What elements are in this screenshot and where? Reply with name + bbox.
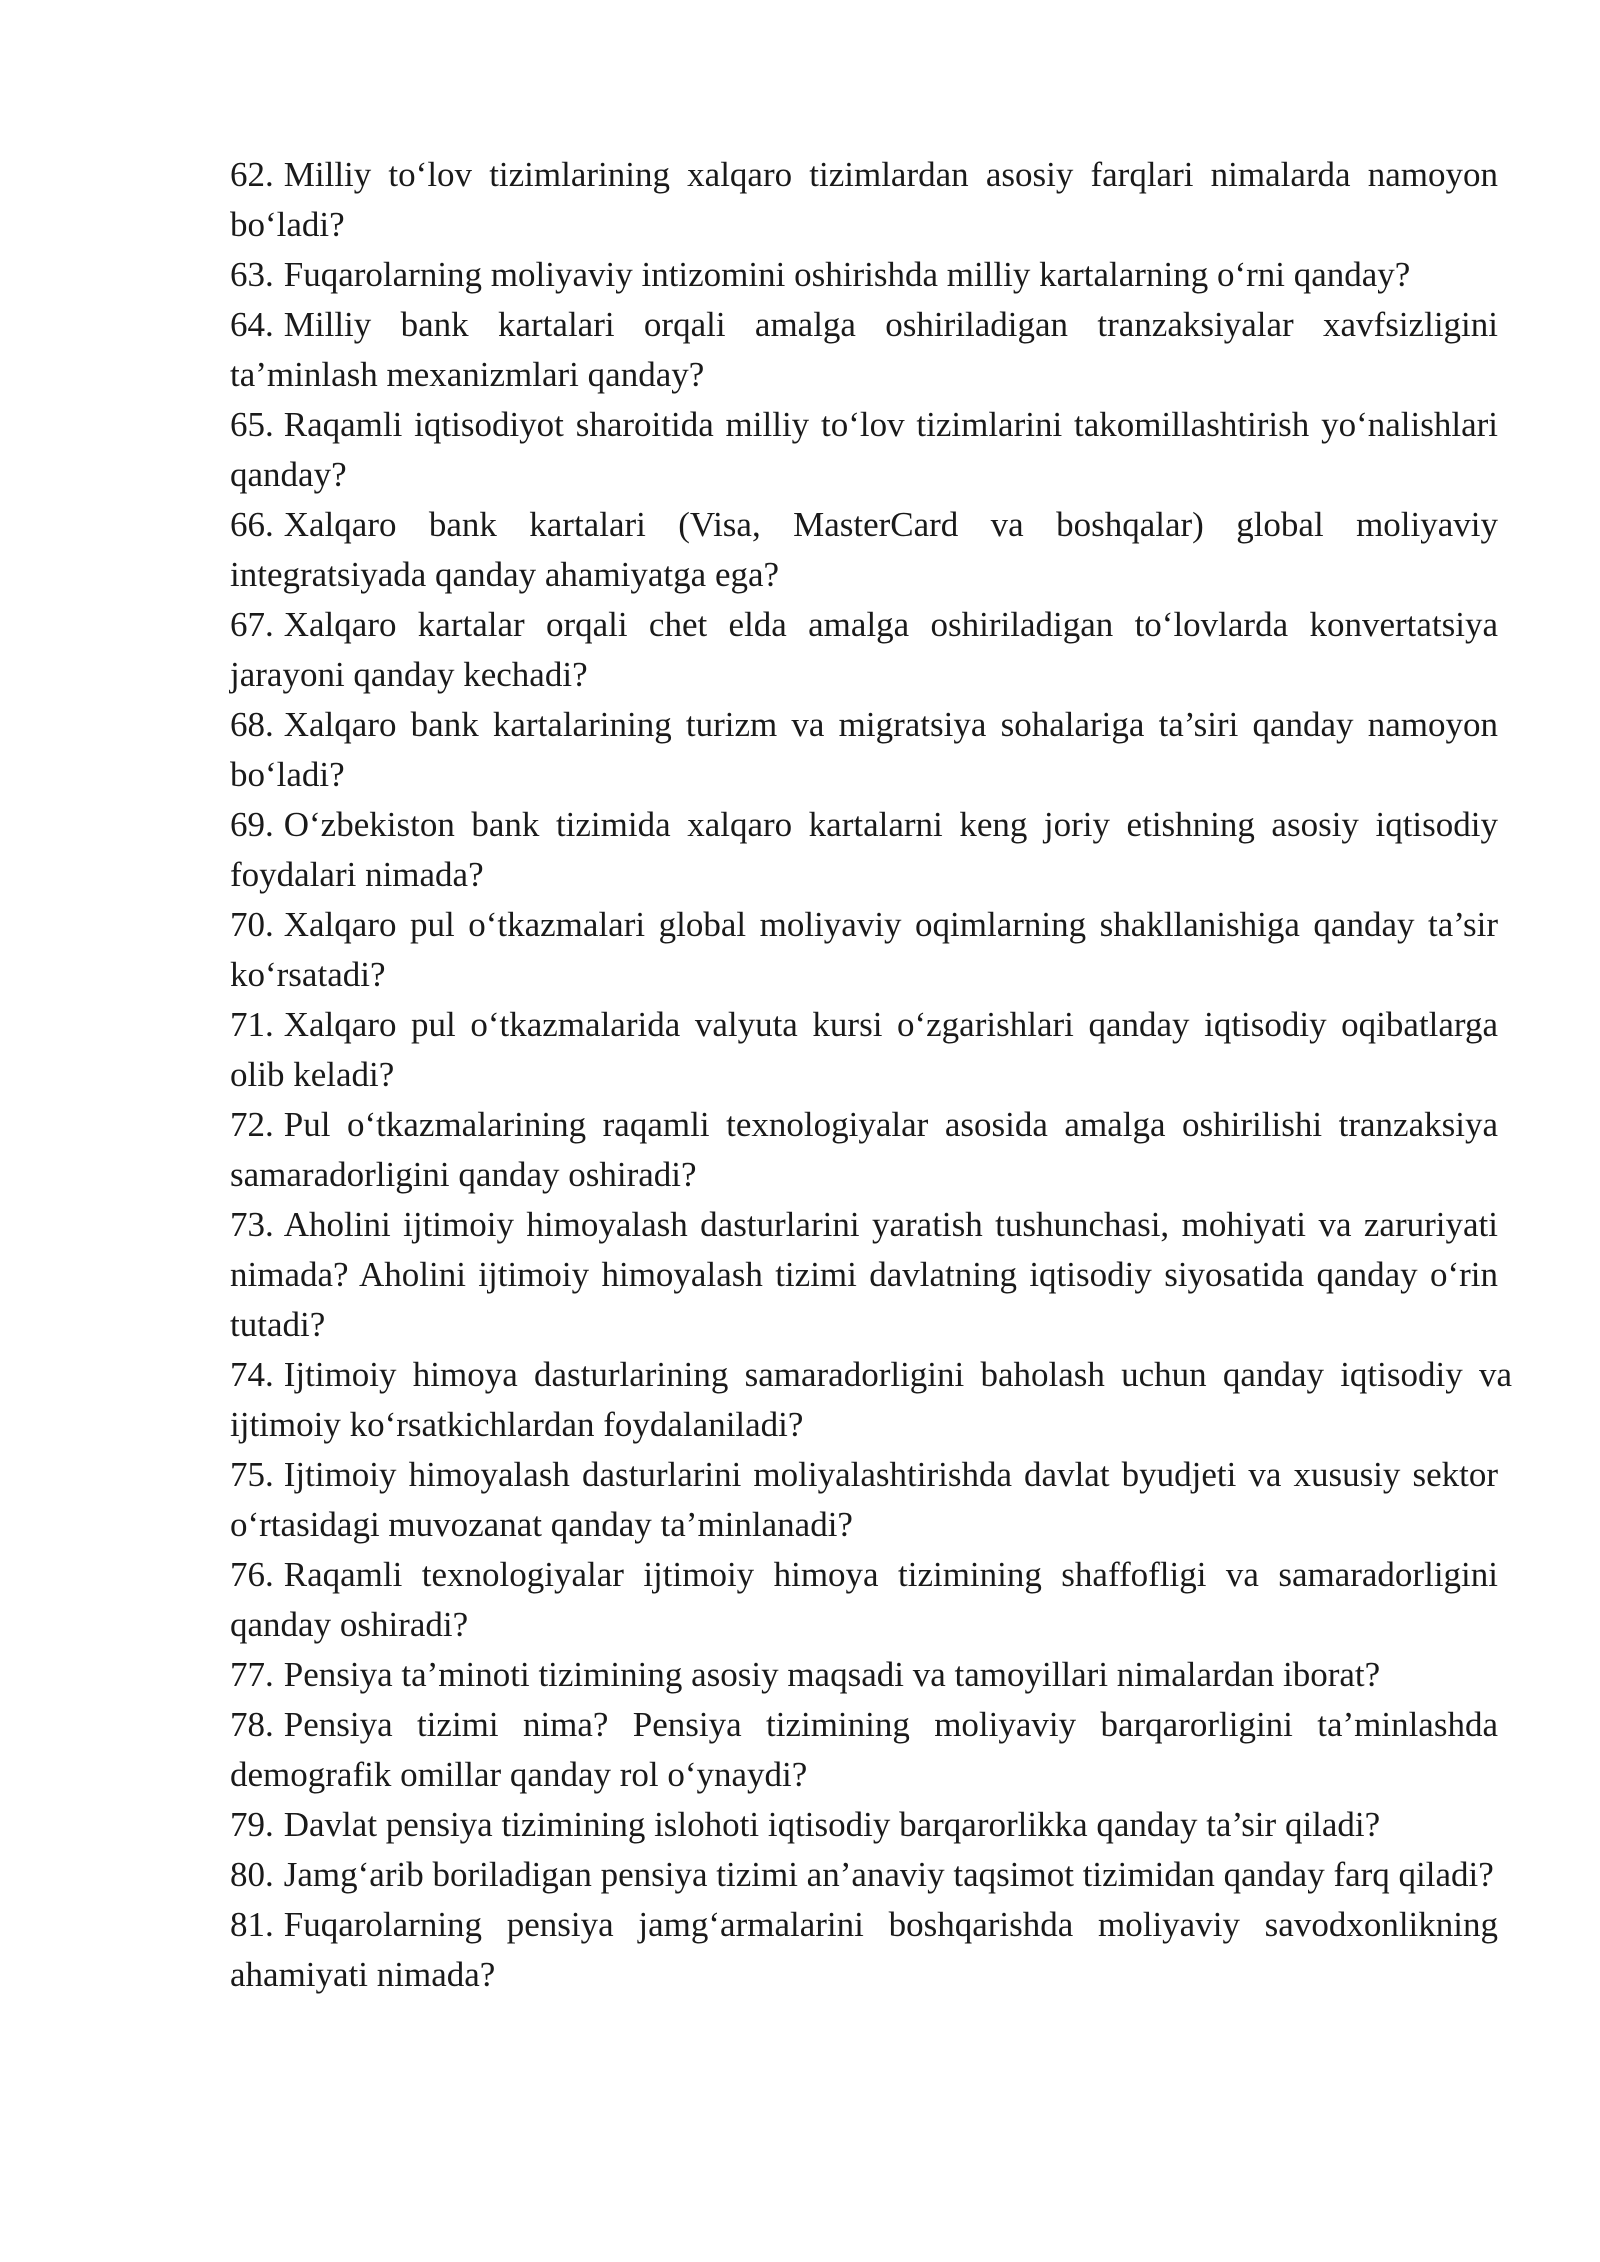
question-number: 67. <box>230 605 274 644</box>
question-number: 69. <box>230 805 274 844</box>
question-70 <box>230 900 1498 1000</box>
question-68 <box>230 700 1498 800</box>
question-number: 73. <box>230 1205 274 1244</box>
question-text: Xalqaro pul o‘tkazmalarida valyuta kursi o‘zgarishlari qanday iqtisodiy oqibatlarga olib keladi? <box>230 1005 1498 1094</box>
question-number: 64. <box>230 305 274 344</box>
question-text: Xalqaro pul o‘tkazmalari global moliyaviy oqimlarning shakllanishiga qanday ta’sir ko‘rsatadi? <box>230 905 1498 994</box>
question-text: Milliy bank kartalari orqali amalga oshiriladigan tranzaksiyalar xavfsizligini ta’minlash mexanizmlari qanday? <box>230 305 1498 394</box>
question-62 <box>230 150 1498 250</box>
question-text: Fuqarolarning pensiya jamg‘armalarini boshqarishda moliyaviy savodxonlikning ahamiyati nimada? <box>230 1905 1498 1994</box>
question-number: 74. <box>230 1355 274 1394</box>
question-65 <box>230 400 1498 500</box>
question-text: Aholini ijtimoiy himoyalash dasturlarini yaratish tushunchasi, mohiyati va zaruriyati nimada? Aholini ijtimoiy himoyalash tizimi davlatning iqtisodiy siyosatida qanday o‘rin tutadi? <box>230 1205 1498 1344</box>
question-list <box>230 150 1512 2000</box>
question-75 <box>230 1450 1498 1550</box>
question-number: 71. <box>230 1005 274 1044</box>
question-80 <box>230 1850 1498 1900</box>
question-text: Pul o‘tkazmalarining raqamli texnologiyalar asosida amalga oshirilishi tranzaksiya samaradorligini qanday oshiradi? <box>230 1105 1498 1194</box>
question-number: 78. <box>230 1705 274 1744</box>
question-74 <box>230 1350 1512 1450</box>
question-72 <box>230 1100 1498 1200</box>
question-number: 79. <box>230 1805 274 1844</box>
question-number: 77. <box>230 1655 274 1694</box>
question-76 <box>230 1550 1498 1650</box>
question-number: 72. <box>230 1105 274 1144</box>
question-text: Pensiya tizimi nima? Pensiya tizimining moliyaviy barqarorligini ta’minlashda demografik omillar qanday rol o‘ynaydi? <box>230 1705 1498 1794</box>
question-78 <box>230 1700 1498 1800</box>
question-81 <box>230 1900 1498 2000</box>
question-text: Fuqarolarning moliyaviy intizomini oshirishda milliy kartalarning o‘rni qanday? <box>283 255 1411 294</box>
question-number: 62. <box>230 155 274 194</box>
question-number: 66. <box>230 505 274 544</box>
question-text: Davlat pensiya tizimining islohoti iqtisodiy barqarorlikka qanday ta’sir qiladi? <box>283 1805 1381 1844</box>
question-69 <box>230 800 1498 900</box>
question-64 <box>230 300 1498 400</box>
question-text: Ijtimoiy himoya dasturlarining samaradorligini baholash uchun qanday iqtisodiy va ijtimoiy ko‘rsatkichlardan foydalaniladi? <box>230 1355 1512 1444</box>
question-number: 80. <box>230 1855 274 1894</box>
question-number: 68. <box>230 705 274 744</box>
question-number: 70. <box>230 905 274 944</box>
question-text: Xalqaro bank kartalari (Visa, MasterCard va boshqalar) global moliyaviy integratsiyada qanday ahamiyatga ega? <box>230 505 1498 594</box>
question-number: 76. <box>230 1555 274 1594</box>
question-text: Raqamli iqtisodiyot sharoitida milliy to‘lov tizimlarini takomillashtirish yo‘nalishlari qanday? <box>230 405 1498 494</box>
question-77 <box>230 1650 1498 1700</box>
question-number: 65. <box>230 405 274 444</box>
question-number: 81. <box>230 1905 274 1944</box>
question-text: Pensiya ta’minoti tizimining asosiy maqsadi va tamoyillari nimalardan iborat? <box>283 1655 1381 1694</box>
question-79 <box>230 1800 1498 1850</box>
question-number: 75. <box>230 1455 274 1494</box>
question-text: Xalqaro kartalar orqali chet elda amalga oshiriladigan to‘lovlarda konvertatsiya jarayoni qanday kechadi? <box>230 605 1498 694</box>
question-text: O‘zbekiston bank tizimida xalqaro kartalarni keng joriy etishning asosiy iqtisodiy foydalari nimada? <box>230 805 1498 894</box>
question-text: Ijtimoiy himoyalash dasturlarini moliyalashtirishda davlat byudjeti va xususiy sektor o‘rtasidagi muvozanat qanday ta’minlanadi? <box>230 1455 1498 1544</box>
question-text: Raqamli texnologiyalar ijtimoiy himoya tizimining shaffofligi va samaradorligini qanday oshiradi? <box>230 1555 1498 1644</box>
question-number: 63. <box>230 255 274 294</box>
question-71 <box>230 1000 1498 1100</box>
question-73 <box>230 1200 1498 1350</box>
question-text: Jamg‘arib boriladigan pensiya tizimi an’anaviy taqsimot tizimidan qanday farq qiladi? <box>283 1855 1494 1894</box>
question-text: Milliy to‘lov tizimlarining xalqaro tizimlardan asosiy farqlari nimalarda namoyon bo‘ladi? <box>230 155 1498 244</box>
question-text: Xalqaro bank kartalarining turizm va migratsiya sohalariga ta’siri qanday namoyon bo‘ladi? <box>230 705 1498 794</box>
question-66 <box>230 500 1498 600</box>
question-63 <box>230 250 1498 300</box>
question-67 <box>230 600 1498 700</box>
